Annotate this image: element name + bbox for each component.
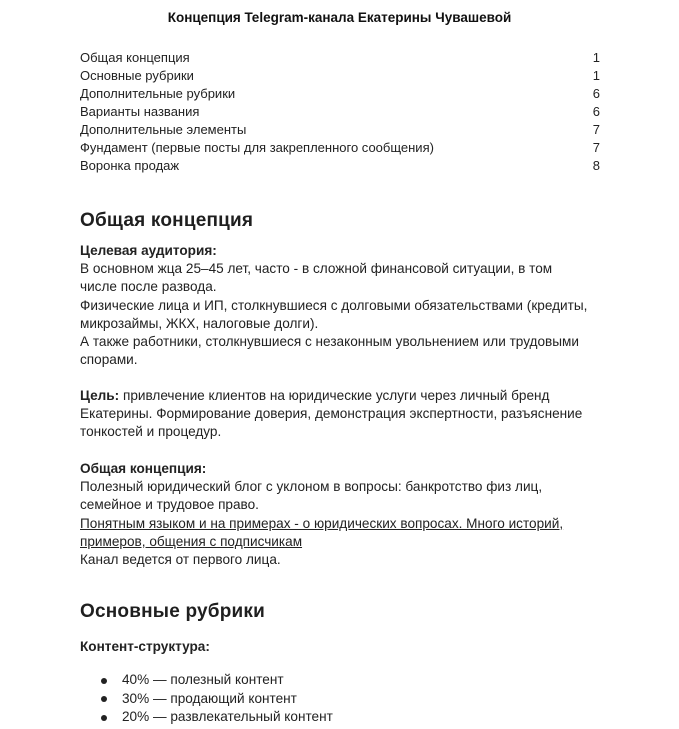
section-heading-rubrics: Основные рубрики (80, 601, 265, 622)
document-title: Концепция Telegram-канала Екатерины Чувашевой (167, 10, 512, 25)
goal-text: привлечение клиентов на юридические услуги через личный бренд (119, 388, 550, 403)
toc-item[interactable] (80, 103, 600, 121)
toc-item-page: 7 (592, 140, 600, 155)
audience-line: В основном жца 25–45 лет, часто - в сложной финансовой ситуации, в том (80, 261, 553, 277)
toc-item-label: Фундамент (первые посты для закрепленного сообщения) (80, 140, 434, 155)
goal-label: Цель: (80, 388, 120, 403)
underlined-text: примеров, общения с подписчикам (80, 533, 303, 549)
goal-line: тонкостей и процедур. (80, 424, 222, 440)
bullet-icon (101, 696, 107, 702)
toc-item[interactable] (80, 85, 600, 103)
audience-line: числе после развода. (80, 279, 217, 295)
toc-item[interactable] (80, 157, 600, 175)
general-concept-last-line: Канал ведется от первого лица. (80, 552, 281, 568)
list-item-text: 40% — полезный контент (122, 672, 284, 687)
toc-item-label: Основные рубрики (80, 68, 194, 83)
general-concept-line: Полезный юридический блог с уклоном в вопросы: банкротство физ лиц, (80, 479, 543, 495)
list-item-text: 20% — развлекательный контент (122, 709, 333, 724)
audience-line: микрозаймы, ЖКХ, налоговые долги). (80, 315, 319, 331)
goal-block (80, 387, 600, 442)
list-item-text: 30% — продающий контент (122, 690, 297, 706)
content-structure-label: Контент-структура: (80, 639, 210, 654)
general-concept-block (80, 460, 600, 569)
audience-label: Целевая аудитория: (80, 243, 217, 258)
content-structure-list (98, 671, 333, 727)
toc-item[interactable] (80, 49, 600, 67)
list-item (98, 690, 333, 709)
toc-item[interactable] (80, 139, 600, 157)
toc-item-page: 7 (592, 122, 600, 137)
general-concept-label: Общая концепция: (80, 461, 207, 476)
toc-item-page: 6 (592, 86, 600, 101)
section-heading-concept: Общая концепция (80, 210, 254, 231)
audience-line: А также работники, столкнувшиеся с незаконным увольнением или трудовыми (80, 334, 579, 350)
table-of-contents (80, 49, 600, 175)
list-item (98, 708, 333, 727)
toc-item[interactable] (80, 121, 600, 139)
toc-item-label: Общая концепция (80, 50, 190, 65)
toc-item-label: Воронка продаж (80, 158, 180, 173)
list-item (98, 671, 333, 690)
toc-item-page: 6 (592, 104, 600, 119)
toc-item-page: 1 (592, 50, 600, 65)
audience-line: Физические лица и ИП, столкнувшиеся с долговыми обязательствами (кредиты, (80, 297, 588, 313)
bullet-icon (101, 715, 107, 721)
general-concept-underlined-line: Понятным языком и на примерах - о юридических вопросах. Много историй, (80, 515, 564, 531)
toc-item-label: Дополнительные рубрики (80, 86, 236, 101)
audience-block (80, 242, 600, 369)
bullet-icon (101, 678, 107, 684)
toc-item[interactable] (80, 67, 600, 85)
general-concept-underlined-line-short (80, 533, 600, 551)
general-concept-line: семейное и трудовое право. (80, 497, 259, 513)
goal-line: Екатерины. Формирование доверия, демонстрация экспертности, разъяснение (80, 406, 583, 422)
audience-line: спорами. (80, 352, 138, 368)
toc-item-page: 1 (592, 68, 600, 83)
toc-item-label: Варианты названия (80, 104, 200, 119)
toc-item-label: Дополнительные элементы (80, 122, 247, 137)
toc-item-page: 8 (592, 158, 600, 173)
goal-first-line (80, 387, 600, 405)
